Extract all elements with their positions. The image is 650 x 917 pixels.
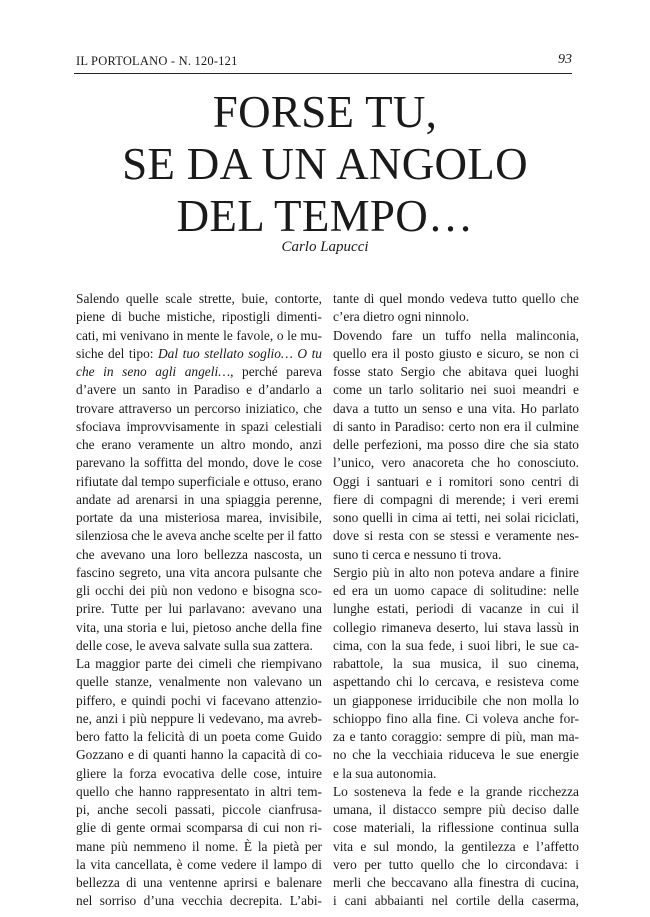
text-run: glie di gente ormai scomparsa di cui non ri- bbox=[76, 820, 322, 836]
text-run: fosse stato Sergio che abitava quei luoghi bbox=[333, 364, 579, 379]
title-line: SE DA UN ANGOLO bbox=[122, 139, 528, 189]
text-run: e la sua autonomia. bbox=[333, 765, 437, 781]
text-line bbox=[333, 509, 579, 527]
text-line bbox=[76, 418, 322, 436]
article-title bbox=[0, 86, 650, 242]
text-line bbox=[76, 345, 322, 363]
text-run: Dovendo fare un tuffo nella malinconia, bbox=[333, 327, 579, 343]
text-line bbox=[76, 527, 322, 545]
text-line bbox=[76, 783, 322, 801]
text-run: gli occhi dei più non vedono e bisogna sco- bbox=[76, 583, 322, 598]
text-run: vero per tutto quello che lo circondava: i bbox=[333, 856, 579, 872]
text-line bbox=[333, 783, 579, 801]
text-line bbox=[76, 546, 322, 564]
text-run: prire. Tutte per lui parlavano: avevano una bbox=[76, 601, 322, 617]
text-line bbox=[76, 363, 322, 381]
text-run: schioppo fino alla fine. Ci voleva anche for- bbox=[333, 710, 579, 726]
text-run: come un tarlo solitario nei suoi meandri e bbox=[333, 382, 579, 398]
text-line bbox=[76, 856, 322, 874]
text-run: parevano la soffitta del mondo, dove le cose bbox=[76, 455, 322, 471]
text-line bbox=[76, 619, 322, 637]
text-run: suno ti cerca e nessuno ti trova. bbox=[333, 546, 502, 562]
text-run: merli che beccavano alla finestra di cucina, bbox=[333, 875, 579, 890]
author-name: Carlo Lapucci bbox=[281, 239, 369, 255]
text-line bbox=[333, 673, 579, 691]
text-run: nel sorriso d’una vecchia decrepita. L’abi- bbox=[76, 893, 322, 909]
text-run: delle cose, le aveva salvate sulla sua zattera. bbox=[76, 637, 313, 653]
text-line bbox=[333, 491, 579, 509]
text-run: cose materiali, la riflessione continua sulla bbox=[333, 820, 579, 836]
text-line bbox=[333, 345, 579, 363]
text-run: bellezza di una ventenne aprirsi e balenare bbox=[76, 875, 322, 890]
text-run: Gozzano e di quanti hanno la capacità di co- bbox=[76, 747, 322, 763]
text-line bbox=[76, 673, 322, 691]
text-run: Lo sosteneva la fede e la grande ricchezza bbox=[333, 783, 579, 799]
text-line bbox=[76, 436, 322, 454]
text-run: aspettando chi lo cercava, e resisteva come bbox=[333, 674, 579, 690]
text-run: che erano veramente un altro mondo, anzi bbox=[76, 437, 322, 452]
text-run: cati, mi venivano in mente le favole, o le mu- bbox=[76, 327, 322, 343]
text-run: silenziosa che le aveva anche scelte per il fatto bbox=[76, 528, 322, 544]
text-run: i cani abbaianti nel cortile della caserma, bbox=[333, 893, 579, 909]
text-run: , perché pareva bbox=[230, 364, 322, 379]
text-line bbox=[333, 637, 579, 655]
text-line bbox=[333, 546, 579, 564]
text-line bbox=[76, 381, 322, 399]
text-line bbox=[333, 527, 579, 545]
page-number: 93 bbox=[558, 52, 572, 67]
text-line bbox=[333, 728, 579, 746]
text-line bbox=[333, 655, 579, 673]
text-run: l’unico, vero anacoreta che ho conosciuto. bbox=[333, 455, 579, 471]
italic-quote: Dal tuo stellato soglio… O tu bbox=[158, 345, 323, 361]
text-run: pi, anche secoli passati, piccole cianfrusa- bbox=[76, 802, 322, 817]
text-run: sono quelli in cima ai tetti, nei solai riciclati, bbox=[333, 510, 579, 525]
text-run: rifiutate dal tempo superficiale e ottuso, erano bbox=[76, 473, 322, 489]
italic-quote: che in seno agli angeli… bbox=[76, 364, 231, 379]
text-run: trovare attraverso un percorso iniziatico, che bbox=[76, 400, 322, 416]
title-line: DEL TEMPO… bbox=[176, 191, 474, 241]
text-line bbox=[76, 819, 322, 837]
text-run: piene di buche mistiche, ripostigli dimenti- bbox=[76, 309, 322, 325]
text-line bbox=[333, 418, 579, 436]
text-run: ne, anzi i più neppure li vedevano, ma avreb- bbox=[76, 710, 322, 726]
text-line bbox=[76, 710, 322, 728]
text-line bbox=[76, 892, 322, 910]
text-run: La maggior parte dei cimeli che riempivano bbox=[76, 656, 322, 671]
text-run: za e tanto coraggio: sempre di più, man ma- bbox=[333, 729, 579, 744]
text-line bbox=[76, 582, 322, 600]
text-line bbox=[333, 692, 579, 710]
text-run: vita e sul mondo, la gentilezza e l’affetto bbox=[333, 838, 579, 854]
text-run: la vita cancellata, è come vedere il lampo di bbox=[76, 856, 322, 872]
text-line bbox=[76, 801, 322, 819]
text-run: umana, il distacco sempre più deciso dalle bbox=[333, 802, 579, 817]
right-column bbox=[333, 290, 579, 911]
text-line bbox=[333, 619, 579, 637]
text-line bbox=[333, 856, 579, 874]
text-line bbox=[76, 400, 322, 418]
text-line bbox=[333, 436, 579, 454]
text-run: portate da una misteriosa marea, invisibile, bbox=[76, 510, 322, 525]
journal-header: IL PORTOLANO - N. 120-121 bbox=[76, 54, 238, 68]
text-line bbox=[333, 308, 579, 326]
text-run: vita, una storia e lui, pietoso anche della fine bbox=[76, 619, 322, 635]
text-line bbox=[76, 473, 322, 491]
left-column bbox=[76, 290, 322, 911]
text-line bbox=[76, 327, 322, 345]
text-line bbox=[333, 746, 579, 764]
text-line bbox=[333, 400, 579, 418]
text-line bbox=[76, 509, 322, 527]
text-line bbox=[76, 454, 322, 472]
text-run: un giapponese irriducibile che non molla lo bbox=[333, 692, 579, 708]
text-line bbox=[76, 692, 322, 710]
text-run: tante di quel mondo vedeva tutto quello che bbox=[333, 291, 579, 306]
text-line bbox=[333, 819, 579, 837]
text-line bbox=[333, 363, 579, 381]
text-run: gliere la forza evocativa delle cose, intuire bbox=[76, 765, 322, 781]
text-run: quelle stanze, venalmente non valevano un bbox=[76, 674, 322, 690]
text-run: delle perfezioni, ma posso dire che sia stato bbox=[333, 437, 579, 452]
text-run: lunghe estati, periodi di vacanze in cui il bbox=[333, 601, 579, 617]
text-line bbox=[76, 637, 322, 655]
text-line bbox=[333, 381, 579, 399]
text-run: sfociava improvvisamente in spazi celestiali bbox=[76, 418, 322, 434]
text-line bbox=[76, 874, 322, 892]
text-line bbox=[333, 600, 579, 618]
text-run: siche del tipo: bbox=[76, 345, 159, 361]
text-run: Oggi i santuari e i romitori sono centri di bbox=[333, 473, 579, 489]
title-line: FORSE TU, bbox=[212, 87, 438, 137]
text-line bbox=[333, 327, 579, 345]
text-run: rabattole, la sua musica, il suo cinema, bbox=[333, 656, 579, 671]
text-run: d’avere un santo in Paradiso e d’andarlo a bbox=[76, 382, 322, 398]
text-run: cima, con la sua fede, i suoi libri, le sue ca- bbox=[333, 637, 579, 653]
text-line bbox=[333, 710, 579, 728]
text-run: di santo in Paradiso: certo non era il culmine bbox=[333, 418, 579, 434]
text-run: dava a tutto un senso e una vita. Ho parlato bbox=[333, 400, 579, 416]
text-line bbox=[333, 290, 579, 308]
text-run: mane più nemmeno il nome. È la pietà per bbox=[76, 838, 322, 854]
text-run: fiere di compagni di merende; i veri eremi bbox=[333, 491, 579, 507]
text-line bbox=[76, 728, 322, 746]
text-line bbox=[76, 765, 322, 783]
text-line bbox=[333, 765, 579, 783]
text-line bbox=[76, 655, 322, 673]
header-rule bbox=[74, 73, 572, 74]
text-run: piffero, e quindi pochi vi facevano attenzio- bbox=[76, 692, 322, 708]
text-line bbox=[333, 801, 579, 819]
text-run: quello era il posto giusto e sicuro, se non ci bbox=[333, 345, 579, 361]
text-run: bero fatto la felicità di un poeta come Guido bbox=[76, 729, 322, 744]
text-run: c’era dietro ogni ninnolo. bbox=[333, 309, 470, 325]
text-line bbox=[76, 290, 322, 308]
text-run: Salendo quelle scale strette, buie, contorte, bbox=[76, 291, 322, 306]
text-line bbox=[76, 308, 322, 326]
text-line bbox=[76, 838, 322, 856]
text-line bbox=[76, 564, 322, 582]
text-line bbox=[333, 473, 579, 491]
text-line bbox=[333, 454, 579, 472]
text-run: no che la vecchiaia riduceva le sue energie bbox=[333, 747, 579, 763]
text-line bbox=[76, 600, 322, 618]
text-run: quello che hanno rappresentato in altri tem- bbox=[76, 783, 322, 799]
text-run: fascino segreto, una vita ancora pulsante che bbox=[76, 564, 322, 580]
text-line bbox=[333, 874, 579, 892]
text-run: collegio rimaneva deserto, lui stava lassù in bbox=[333, 619, 579, 635]
text-run: Sergio più in alto non poteva andare a finire bbox=[333, 564, 579, 580]
text-line bbox=[333, 582, 579, 600]
text-line bbox=[76, 746, 322, 764]
text-run: andate ad arenarsi in una spiaggia perenne, bbox=[76, 491, 322, 507]
text-line bbox=[333, 564, 579, 582]
text-line bbox=[333, 838, 579, 856]
text-line bbox=[76, 491, 322, 509]
text-run: ed era un uomo capace di solitudine: nelle bbox=[333, 583, 579, 598]
text-run: che avevano una loro bellezza nascosta, un bbox=[76, 546, 322, 562]
text-run: dove si resta con se stessi e veramente nes- bbox=[333, 528, 579, 544]
text-line bbox=[333, 892, 579, 910]
